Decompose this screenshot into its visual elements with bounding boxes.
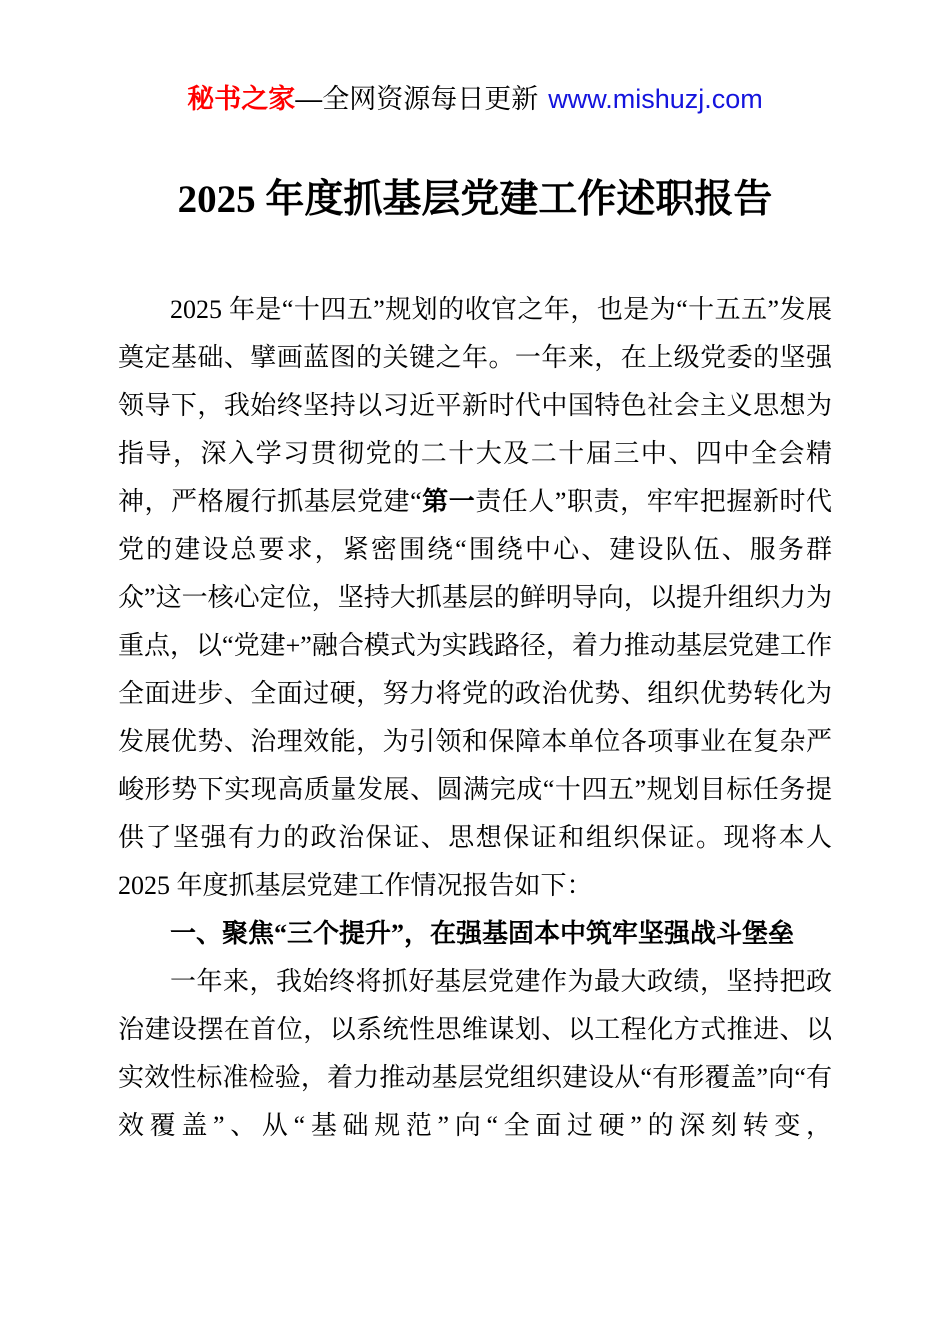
site-brand: 秘书之家	[187, 84, 296, 114]
bold-text-run: 第一	[421, 487, 476, 516]
text-run: 2025 年是“十四五”规划的收官之年，也是为“十五五”发展奠定基础、擘画蓝图的关键之年。一年来，在上级党委的坚强领导下，我始终坚持以习近平新时代中国特色社会主义思想为指导，深入学习贯彻党的二十大及二十届三中、四中全会精神，严格履行抓基层党建“	[118, 295, 832, 516]
body-paragraph	[118, 958, 832, 1150]
document-body	[118, 286, 832, 1150]
text-run: 责任人”职责，牢牢把握新时代党的建设总要求，紧密围绕“围绕中心、建设队伍、服务群众”这一核心定位，坚持大抓基层的鲜明导向，以提升组织力为重点，以“党建+”融合模式为实践路径，着力推动基层党建工作全面进步、全面过硬，努力将党的政治优势、组织优势转化为发展优势、治理效能，为引领和保障本单位各项事业在复杂严峻形势下实现高质量发展、圆满完成“十四五”规划目标任务提供了坚强有力的政治保证、思想保证和组织保证。现将本人 2025 年度抓基层党建工作情况报告如下：	[118, 487, 832, 900]
header-separator: —	[295, 84, 323, 114]
header-tagline: 全网资源每日更新	[322, 84, 539, 114]
body-paragraph	[118, 286, 832, 910]
document-title: 2025 年度抓基层党建工作述职报告	[177, 178, 773, 221]
bold-text-run: 一、聚焦“三个提升”，在强基固本中筑牢坚强战斗堡垒	[170, 919, 795, 948]
site-header	[118, 82, 832, 116]
site-url-link[interactable]: www.mishuzj.com	[548, 84, 763, 114]
section-heading	[118, 910, 832, 958]
text-run: 一年来，我始终将抓好基层党建作为最大政绩，坚持把政治建设摆在首位，以系统性思维谋划、以工程化方式推进、以实效性标准检验，着力推动基层党组织建设从“有形覆盖”向“有效覆盖”、从“基础规范”向“全面过硬”的深刻转变，	[118, 967, 832, 1140]
